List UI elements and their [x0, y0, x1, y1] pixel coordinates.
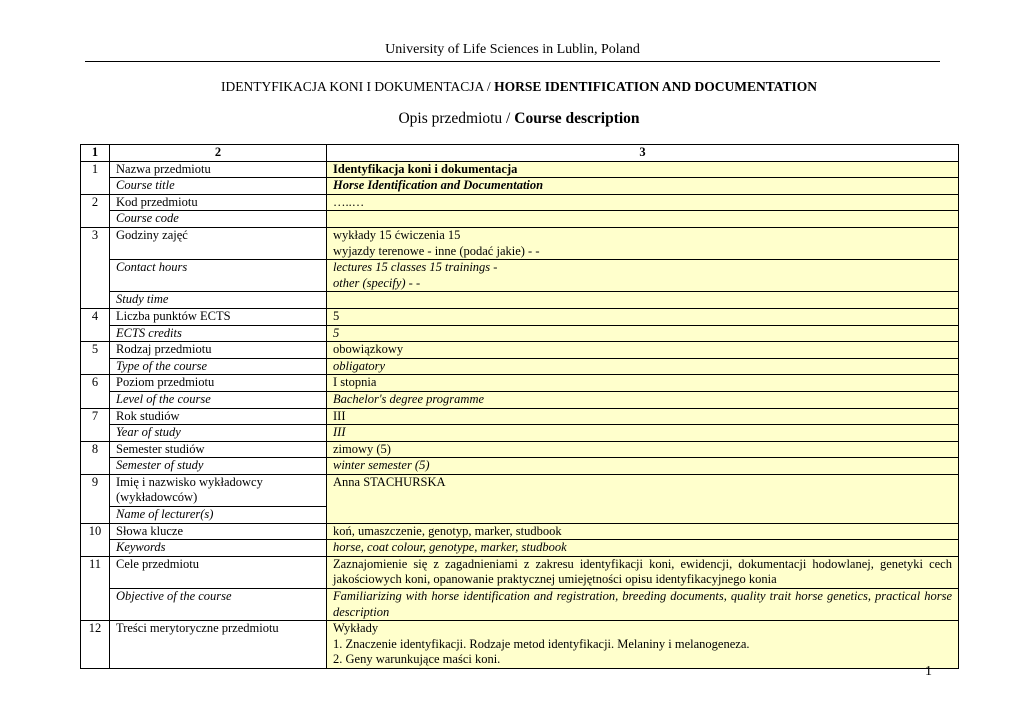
document-subtitle	[80, 110, 958, 128]
row-label-line: (wykładowców)	[116, 490, 198, 505]
table-row	[81, 408, 959, 425]
row-label-english: ECTS credits	[110, 325, 327, 342]
table-row	[81, 325, 959, 342]
row-value-english: horse, coat colour, genotype, marker, studbook	[327, 540, 959, 557]
document-title	[80, 79, 958, 95]
table-row	[81, 178, 959, 195]
row-label-english: Study time	[110, 292, 327, 309]
table-row	[81, 621, 959, 669]
table-row	[81, 211, 959, 228]
row-number: 2	[81, 194, 110, 227]
table-row	[81, 308, 959, 325]
row-number: 8	[81, 441, 110, 474]
row-label-english: Semester of study	[110, 458, 327, 475]
table-row	[81, 358, 959, 375]
row-number: 4	[81, 308, 110, 341]
row-number: 10	[81, 523, 110, 556]
row-value: I stopnia	[327, 375, 959, 392]
row-label-english: Contact hours	[110, 260, 327, 292]
row-value-english: Familiarizing with horse identification and registration, breeding documents, quality trait horse genetics, practical horse description	[327, 589, 959, 621]
row-value: obowiązkowy	[327, 342, 959, 359]
row-value-english: obligatory	[327, 358, 959, 375]
row-value-line: wyjazdy terenowe - inne (podać jakie) - -	[333, 243, 540, 258]
page-header: University of Life Sciences in Lublin, Poland	[385, 42, 640, 57]
row-label-english: Course code	[110, 211, 327, 228]
page-number: 1	[925, 664, 932, 679]
row-number: 5	[81, 342, 110, 375]
row-number: 9	[81, 474, 110, 523]
row-value: koń, umaszczenie, genotyp, marker, studbook	[327, 523, 959, 540]
row-label-english: Type of the course	[110, 358, 327, 375]
row-label-english: Name of lecturer(s)	[110, 507, 327, 524]
table-row	[81, 227, 959, 259]
row-label: Treści merytoryczne przedmiotu	[110, 621, 327, 669]
row-value-english	[327, 292, 959, 309]
column-header-row	[81, 145, 959, 162]
row-value	[327, 621, 959, 669]
row-value-line: 1. Znaczenie identyfikacji. Rodzaje metod identyfikacji. Melaniny i melanogeneza.	[333, 636, 750, 651]
row-label: Rok studiów	[110, 408, 327, 425]
row-value: Identyfikacja koni i dokumentacja	[327, 161, 959, 178]
column-header-3: 3	[327, 145, 959, 162]
title-polish: IDENTYFIKACJA KONI I DOKUMENTACJA /	[221, 79, 495, 94]
row-value: Anna STACHURSKA	[327, 474, 959, 523]
row-value-english	[327, 211, 959, 228]
row-label-english: Level of the course	[110, 391, 327, 408]
row-number: 11	[81, 556, 110, 620]
row-value-english: winter semester (5)	[327, 458, 959, 475]
row-value: III	[327, 408, 959, 425]
row-value-english	[327, 260, 959, 292]
row-value-english: Horse Identification and Documentation	[327, 178, 959, 195]
row-value-english: III	[327, 425, 959, 442]
row-value: zimowy (5)	[327, 441, 959, 458]
row-label-line: Imię i nazwisko wykładowcy	[116, 474, 263, 489]
row-label-english: Keywords	[110, 540, 327, 557]
row-label: Słowa klucze	[110, 523, 327, 540]
row-label: Godziny zajęć	[110, 227, 327, 259]
row-value-line: wykłady 15 ćwiczenia 15	[333, 227, 461, 242]
table-row	[81, 260, 959, 292]
table-row	[81, 194, 959, 211]
table-row	[81, 375, 959, 392]
table-row	[81, 425, 959, 442]
row-label	[110, 474, 327, 506]
row-label: Nazwa przedmiotu	[110, 161, 327, 178]
row-label: Semester studiów	[110, 441, 327, 458]
row-label: Poziom przedmiotu	[110, 375, 327, 392]
row-label-english: Objective of the course	[110, 589, 327, 621]
column-header-1: 1	[81, 145, 110, 162]
row-value-english: Bachelor's degree programme	[327, 391, 959, 408]
row-value: 5	[327, 308, 959, 325]
row-number: 12	[81, 621, 110, 669]
table-row	[81, 540, 959, 557]
row-value: …..…	[327, 194, 959, 211]
row-label-english: Year of study	[110, 425, 327, 442]
row-number: 1	[81, 161, 110, 194]
row-number: 7	[81, 408, 110, 441]
row-value-line: other (specify) - -	[333, 275, 421, 290]
row-number: 6	[81, 375, 110, 408]
column-header-2: 2	[110, 145, 327, 162]
row-value-line: 2. Geny warunkujące maści koni.	[333, 652, 501, 667]
table-row	[81, 161, 959, 178]
row-number: 3	[81, 227, 110, 308]
table-row	[81, 523, 959, 540]
table-row	[81, 589, 959, 621]
subtitle-polish: Opis przedmiotu /	[398, 110, 515, 127]
row-value-line: Wykłady	[333, 621, 379, 636]
row-label: Rodzaj przedmiotu	[110, 342, 327, 359]
table-row	[81, 342, 959, 359]
row-label: Kod przedmiotu	[110, 194, 327, 211]
header-rule	[85, 61, 940, 62]
row-value: Zaznajomienie się z zagadnieniami z zakresu identyfikacji koni, ewidencji, dokumentacji hodowlanej, genetyki cech jakościowych koni, opanowanie praktycznej umiejętności opisu identyfikacyjnego konia	[327, 556, 959, 588]
table-row	[81, 441, 959, 458]
table-row	[81, 292, 959, 309]
row-label: Cele przedmiotu	[110, 556, 327, 588]
subtitle-english: Course description	[514, 110, 640, 127]
row-label-english: Course title	[110, 178, 327, 195]
table-row	[81, 458, 959, 475]
row-label: Liczba punktów ECTS	[110, 308, 327, 325]
course-description-table	[80, 144, 959, 669]
row-value	[327, 227, 959, 259]
table-row	[81, 391, 959, 408]
table-row	[81, 474, 959, 506]
row-value-english: 5	[327, 325, 959, 342]
row-value-line: lectures 15 classes 15 trainings -	[333, 260, 498, 275]
table-row	[81, 556, 959, 588]
title-english: HORSE IDENTIFICATION AND DOCUMENTATION	[494, 79, 817, 94]
